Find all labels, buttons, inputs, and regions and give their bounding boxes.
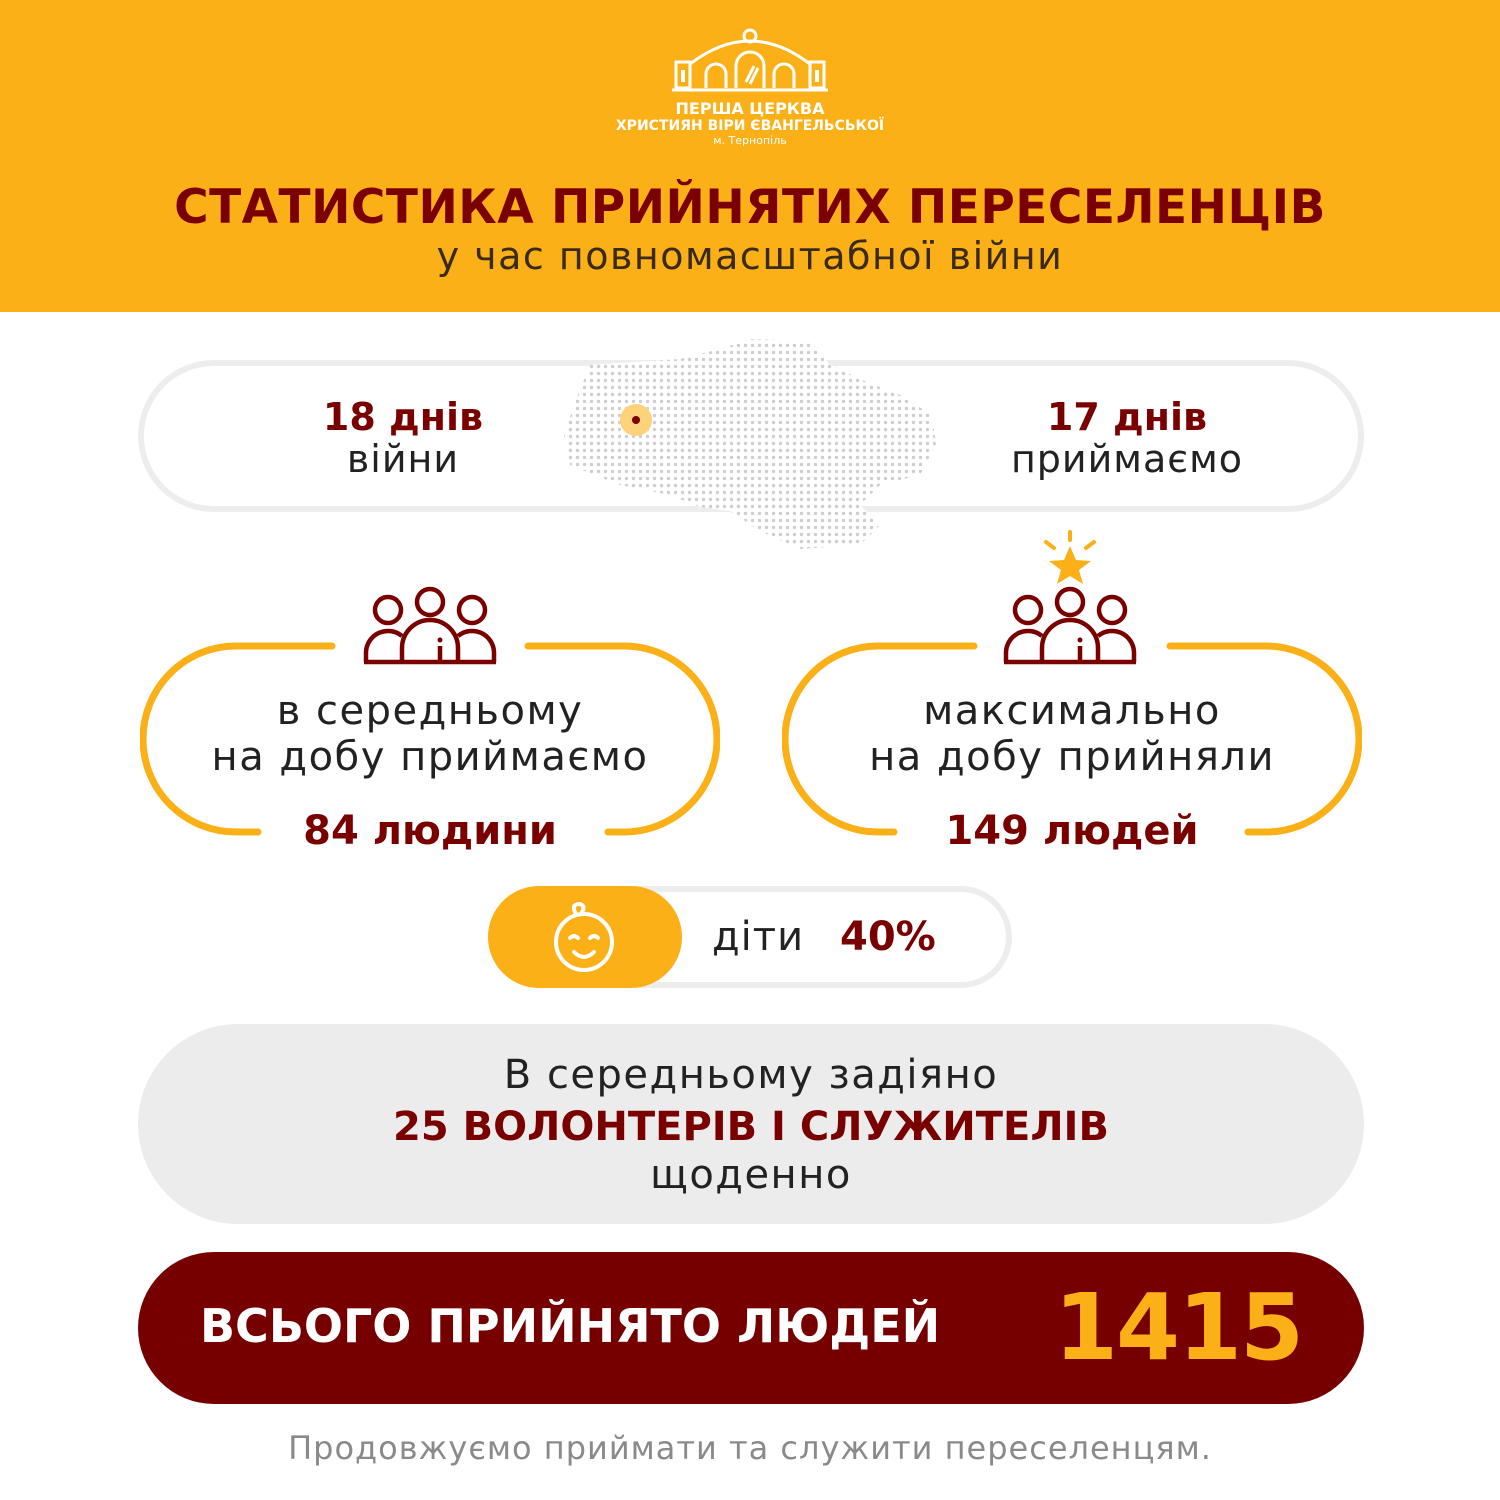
average-line-2: на добу приймаємо	[211, 734, 649, 780]
total-value: 1415	[1054, 1274, 1303, 1381]
average-value: 84 людини	[303, 808, 557, 854]
footer-text: Продовжуємо приймати та служити переселенцям.	[288, 1429, 1212, 1467]
header-banner	[0, 0, 1500, 312]
war-days-label: війни	[346, 437, 460, 481]
church-logo	[600, 22, 900, 148]
children-label: діти	[712, 914, 805, 960]
war-days-number: 18 днів	[322, 395, 484, 439]
page-subtitle: у час повномасштабної війни	[436, 234, 1064, 278]
maximum-line-2: на добу прийняли	[869, 734, 1275, 780]
volunteers-line-3: щоденно	[650, 1152, 852, 1198]
people-group-star-icon	[1002, 530, 1138, 666]
total-label: ВСЬОГО ПРИЙНЯТО ЛЮДЕЙ	[200, 1299, 941, 1353]
logo-line-1: ПЕРША ЦЕРКВА	[675, 99, 825, 118]
baby-face-icon	[546, 900, 622, 976]
receiving-days-label: приймаємо	[1010, 437, 1244, 481]
ukraine-map-icon	[560, 335, 940, 555]
logo-line-2: ХРИСТИЯН ВІРИ ЄВАНГЕЛЬСЬКОЇ	[615, 118, 885, 134]
volunteers-line-1: В середньому задіяно	[503, 1052, 999, 1098]
average-text	[140, 688, 720, 780]
logo-line-3: м. Тернопіль	[713, 134, 787, 147]
maximum-value: 149 людей	[945, 808, 1199, 854]
total-pill	[138, 1252, 1364, 1404]
stat-war-days	[228, 396, 578, 480]
children-value: 40%	[840, 914, 936, 960]
volunteers-line-2: 25 ВОЛОНТЕРІВ І СЛУЖИТЕЛІВ	[393, 1104, 1109, 1150]
stat-receiving-days	[952, 396, 1302, 480]
receiving-days-number: 17 днів	[1046, 395, 1208, 439]
people-group-icon	[362, 586, 498, 666]
average-line-1: в середньому	[276, 688, 584, 734]
maximum-text	[782, 688, 1362, 780]
church-logo-icon	[670, 22, 830, 94]
page-title: СТАТИСТИКА ПРИЙНЯТИХ ПЕРЕСЕЛЕНЦІВ	[174, 180, 1326, 235]
maximum-line-1: максимально	[923, 688, 1221, 734]
volunteers-pill	[138, 1024, 1364, 1224]
